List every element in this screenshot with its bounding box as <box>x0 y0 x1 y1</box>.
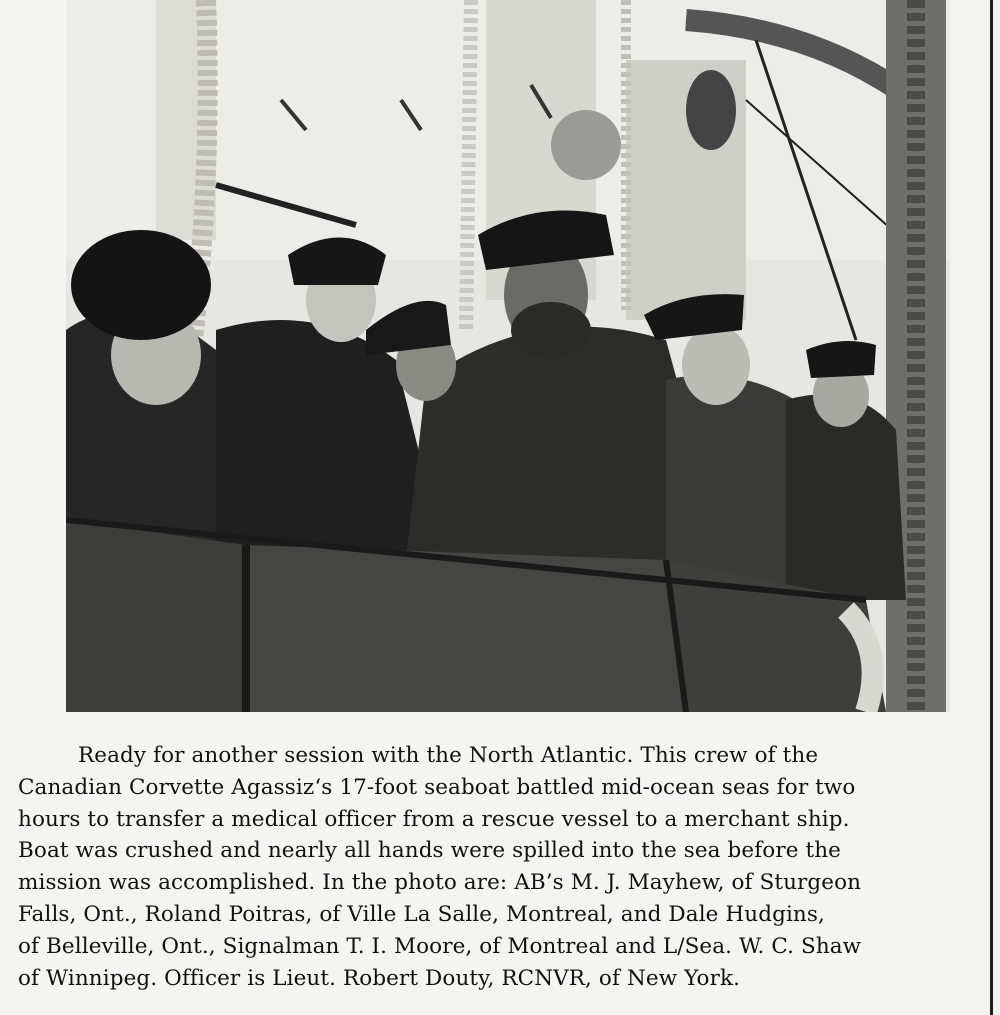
crew-photograph <box>66 0 950 712</box>
caption-line: hours to transfer a medical officer from a rescue vessel to a merchant ship. <box>18 806 850 832</box>
caption-line: mission was accomplished. In the photo are: AB’s M. J. Mayhew, of Sturgeon <box>18 870 862 896</box>
caption-line: Ready for another session with the North Atlantic. This crew of the <box>78 743 819 768</box>
caption-line: of Belleville, Ont., Signalman T. I. Moore, of Montreal and L/Sea. W. C. Shaw <box>18 933 862 959</box>
caption-line: Boat was crushed and nearly all hands were spilled into the sea before the <box>18 838 841 864</box>
caption-line: Canadian Corvette Agassiz‘s 17-foot seaboat battled mid-ocean seas for two <box>18 774 856 800</box>
photo-illustration <box>66 0 950 712</box>
photo-caption <box>18 740 988 994</box>
column-rule <box>990 0 993 1015</box>
caption-line: Falls, Ont., Roland Poitras, of Ville La Salle, Montreal, and Dale Hudgins, <box>18 901 825 927</box>
caption-line: of Winnipeg. Officer is Lieut. Robert Douty, RCNVR, of New York. <box>18 965 741 991</box>
